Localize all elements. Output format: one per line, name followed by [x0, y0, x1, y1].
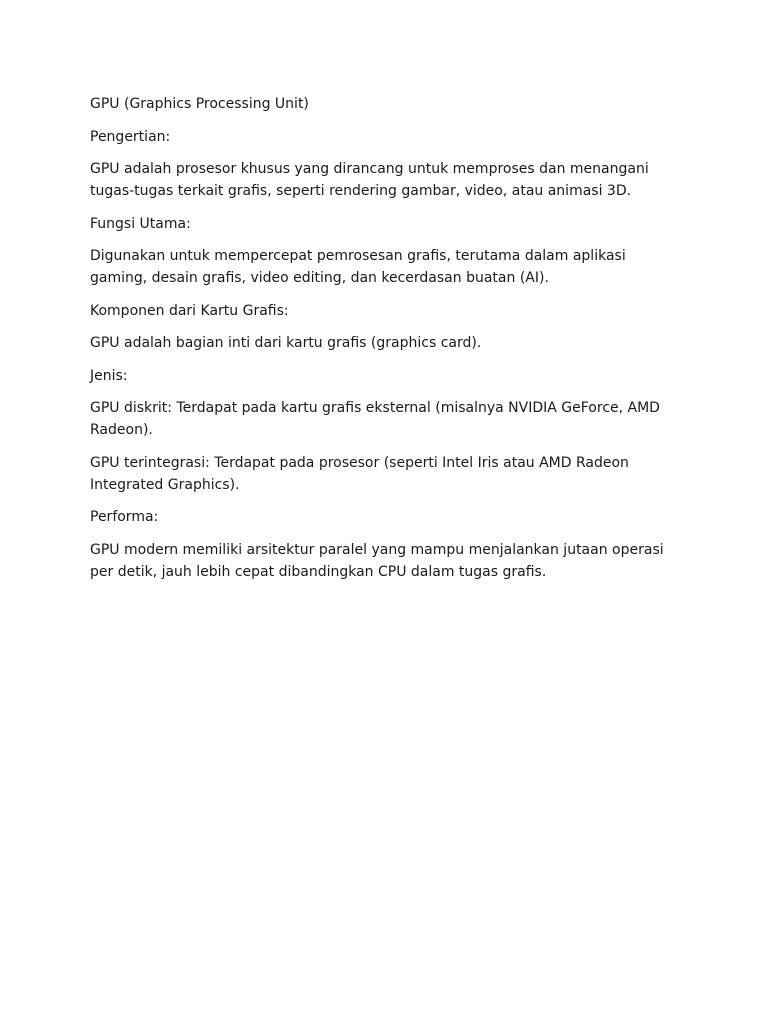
paragraph-pengertian: GPU adalah prosesor khusus yang dirancang untuk memproses dan menangani tugas-tugas terkait grafis, seperti rendering gambar, video, atau animasi 3D. [90, 161, 649, 199]
document-title: GPU (Graphics Processing Unit) [90, 96, 309, 112]
paragraph-gpu-diskrit: GPU diskrit: Terdapat pada kartu grafis eksternal (misalnya NVIDIA GeForce, AMD Radeon). [90, 400, 660, 438]
paragraph-fungsi-utama: Digunakan untuk mempercepat pemrosesan grafis, terutama dalam aplikasi gaming, desain grafis, video editing, dan kecerdasan buatan (AI). [90, 248, 626, 286]
paragraph-performa: GPU modern memiliki arsitektur paralel yang mampu menjalankan jutaan operasi per detik, jauh lebih cepat dibandingkan CPU dalam tugas grafis. [90, 541, 664, 580]
heading-jenis: Jenis: [90, 367, 128, 384]
heading-komponen: Komponen dari Kartu Grafis: [90, 302, 289, 319]
heading-fungsi-utama: Fungsi Utama: [90, 215, 191, 232]
paragraph-gpu-terintegrasi: GPU terintegrasi: Terdapat pada prosesor (seperti Intel Iris atau AMD Radeon Integrated Graphics). [90, 454, 629, 493]
heading-performa: Performa: [90, 509, 159, 525]
paragraph-komponen: GPU adalah bagian inti dari kartu grafis (graphics card). [90, 335, 482, 351]
heading-pengertian: Pengertian: [90, 128, 171, 145]
document-body [90, 93, 682, 593]
